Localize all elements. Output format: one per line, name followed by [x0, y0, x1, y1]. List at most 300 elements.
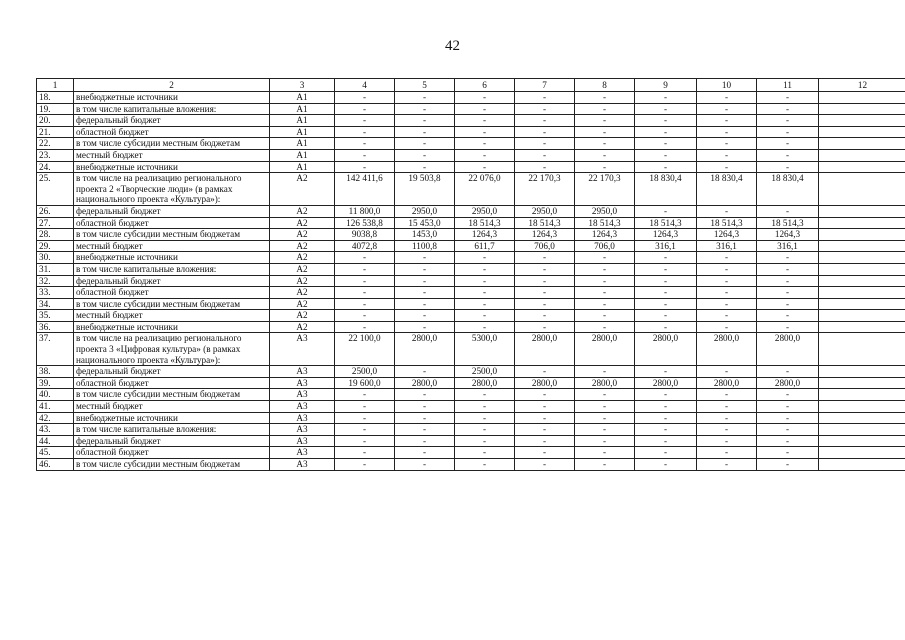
row-number: 37.: [37, 333, 74, 366]
table-row: [37, 287, 905, 299]
row-number: 20.: [37, 115, 74, 127]
value-cell: 22 170,3: [575, 173, 635, 206]
value-cell: -: [395, 412, 455, 424]
column-header: 12: [819, 79, 905, 92]
value-cell: -: [455, 103, 515, 115]
value-cell: -: [455, 263, 515, 275]
row-number: 27.: [37, 217, 74, 229]
value-cell: -: [515, 412, 575, 424]
value-cell: -: [455, 401, 515, 413]
value-cell: -: [395, 435, 455, 447]
row-number: 23.: [37, 149, 74, 161]
value-cell: -: [697, 321, 757, 333]
value-cell: [819, 459, 905, 471]
row-label: в том числе на реализацию регионального проекта 2 «Творческие люди» (в рамках национального проекта «Культура»):: [74, 173, 270, 206]
value-cell: -: [635, 149, 697, 161]
value-cell: -: [455, 161, 515, 173]
page-number: 42: [445, 38, 460, 54]
value-cell: -: [575, 103, 635, 115]
row-label: в том числе на реализацию регионального проекта 3 «Цифровая культура» (в рамках национального проекта «Культура»):: [74, 333, 270, 366]
value-cell: -: [395, 389, 455, 401]
value-cell: -: [635, 115, 697, 127]
column-header: 3: [270, 79, 335, 92]
value-cell: [819, 92, 905, 104]
column-header: 2: [74, 79, 270, 92]
value-cell: 2800,0: [455, 377, 515, 389]
value-cell: -: [455, 389, 515, 401]
value-cell: -: [335, 401, 395, 413]
value-cell: -: [697, 366, 757, 378]
row-label: областной бюджет: [74, 126, 270, 138]
value-cell: 2800,0: [515, 377, 575, 389]
column-header: 5: [395, 79, 455, 92]
value-cell: -: [757, 115, 819, 127]
row-number: 42.: [37, 412, 74, 424]
row-label: в том числе капитальные вложения:: [74, 424, 270, 436]
value-cell: -: [757, 149, 819, 161]
value-cell: 22 076,0: [455, 173, 515, 206]
value-cell: -: [455, 287, 515, 299]
value-cell: -: [335, 275, 395, 287]
value-cell: [819, 389, 905, 401]
value-cell: 611,7: [455, 240, 515, 252]
value-cell: -: [395, 138, 455, 150]
budget-table: [36, 78, 905, 471]
value-cell: -: [697, 138, 757, 150]
row-label: федеральный бюджет: [74, 115, 270, 127]
value-cell: [819, 377, 905, 389]
value-cell: -: [455, 252, 515, 264]
value-cell: -: [575, 298, 635, 310]
value-cell: -: [635, 401, 697, 413]
value-cell: -: [697, 447, 757, 459]
value-cell: [819, 424, 905, 436]
value-cell: [819, 103, 905, 115]
table-row: [37, 263, 905, 275]
value-cell: -: [635, 103, 697, 115]
value-cell: 1264,3: [455, 229, 515, 241]
value-cell: 2800,0: [515, 333, 575, 366]
value-cell: -: [395, 424, 455, 436]
table-row: [37, 435, 905, 447]
row-label: федеральный бюджет: [74, 366, 270, 378]
row-number: 31.: [37, 263, 74, 275]
value-cell: -: [335, 424, 395, 436]
table-row: [37, 310, 905, 322]
value-cell: -: [455, 412, 515, 424]
table-row: [37, 424, 905, 436]
value-cell: -: [335, 459, 395, 471]
value-cell: -: [697, 459, 757, 471]
value-cell: -: [335, 447, 395, 459]
row-code: А1: [270, 138, 335, 150]
table-row: [37, 205, 905, 217]
value-cell: 2800,0: [757, 333, 819, 366]
value-cell: -: [395, 459, 455, 471]
row-number: 43.: [37, 424, 74, 436]
value-cell: -: [635, 138, 697, 150]
row-code: А3: [270, 435, 335, 447]
row-code: А2: [270, 173, 335, 206]
table-body: [37, 92, 905, 471]
value-cell: 142 411,6: [335, 173, 395, 206]
column-header: 8: [575, 79, 635, 92]
value-cell: 316,1: [635, 240, 697, 252]
value-cell: -: [455, 126, 515, 138]
row-code: А3: [270, 333, 335, 366]
row-code: А2: [270, 252, 335, 264]
value-cell: -: [575, 263, 635, 275]
row-code: А1: [270, 115, 335, 127]
value-cell: -: [635, 389, 697, 401]
value-cell: -: [335, 298, 395, 310]
value-cell: -: [635, 424, 697, 436]
value-cell: -: [335, 115, 395, 127]
row-code: А2: [270, 263, 335, 275]
value-cell: 18 830,4: [757, 173, 819, 206]
value-cell: 18 514,3: [697, 217, 757, 229]
row-label: в том числе субсидии местным бюджетам: [74, 389, 270, 401]
row-code: А3: [270, 447, 335, 459]
row-number: 40.: [37, 389, 74, 401]
value-cell: -: [697, 310, 757, 322]
value-cell: 316,1: [757, 240, 819, 252]
row-label: внебюджетные источники: [74, 92, 270, 104]
row-number: 30.: [37, 252, 74, 264]
value-cell: -: [575, 321, 635, 333]
value-cell: 18 514,3: [757, 217, 819, 229]
value-cell: -: [515, 424, 575, 436]
value-cell: -: [515, 275, 575, 287]
value-cell: 1264,3: [757, 229, 819, 241]
row-code: А2: [270, 310, 335, 322]
column-header: 4: [335, 79, 395, 92]
value-cell: -: [455, 459, 515, 471]
value-cell: -: [335, 103, 395, 115]
value-cell: -: [575, 424, 635, 436]
row-label: местный бюджет: [74, 240, 270, 252]
value-cell: -: [395, 321, 455, 333]
table-row: [37, 377, 905, 389]
table-row: [37, 366, 905, 378]
value-cell: -: [395, 126, 455, 138]
row-label: областной бюджет: [74, 447, 270, 459]
value-cell: -: [335, 149, 395, 161]
row-number: 33.: [37, 287, 74, 299]
value-cell: -: [515, 263, 575, 275]
value-cell: [819, 366, 905, 378]
value-cell: -: [455, 424, 515, 436]
value-cell: -: [757, 435, 819, 447]
value-cell: 126 538,8: [335, 217, 395, 229]
value-cell: -: [757, 321, 819, 333]
value-cell: [819, 435, 905, 447]
value-cell: -: [575, 310, 635, 322]
value-cell: 22 100,0: [335, 333, 395, 366]
value-cell: [819, 412, 905, 424]
value-cell: 19 600,0: [335, 377, 395, 389]
value-cell: [819, 310, 905, 322]
value-cell: 1100,8: [395, 240, 455, 252]
value-cell: 706,0: [515, 240, 575, 252]
value-cell: -: [757, 310, 819, 322]
value-cell: -: [515, 366, 575, 378]
table-row: [37, 252, 905, 264]
value-cell: 1264,3: [635, 229, 697, 241]
value-cell: -: [697, 298, 757, 310]
value-cell: -: [575, 275, 635, 287]
value-cell: 2800,0: [757, 377, 819, 389]
row-number: 46.: [37, 459, 74, 471]
value-cell: -: [515, 287, 575, 299]
row-code: А3: [270, 377, 335, 389]
value-cell: [819, 287, 905, 299]
value-cell: 18 514,3: [575, 217, 635, 229]
value-cell: -: [575, 161, 635, 173]
value-cell: [819, 333, 905, 366]
value-cell: 2950,0: [395, 205, 455, 217]
value-cell: 2500,0: [455, 366, 515, 378]
table-row: [37, 173, 905, 206]
value-cell: 22 170,3: [515, 173, 575, 206]
value-cell: -: [757, 447, 819, 459]
value-cell: -: [757, 161, 819, 173]
row-code: А1: [270, 92, 335, 104]
row-number: 22.: [37, 138, 74, 150]
value-cell: -: [515, 92, 575, 104]
value-cell: -: [575, 287, 635, 299]
value-cell: -: [635, 126, 697, 138]
row-label: областной бюджет: [74, 217, 270, 229]
value-cell: 706,0: [575, 240, 635, 252]
row-number: 25.: [37, 173, 74, 206]
value-cell: 11 800,0: [335, 205, 395, 217]
value-cell: -: [697, 126, 757, 138]
value-cell: -: [697, 435, 757, 447]
value-cell: 4072,8: [335, 240, 395, 252]
value-cell: [819, 240, 905, 252]
value-cell: -: [635, 161, 697, 173]
row-label: местный бюджет: [74, 310, 270, 322]
value-cell: -: [697, 412, 757, 424]
value-cell: -: [635, 447, 697, 459]
value-cell: -: [395, 275, 455, 287]
table-row: [37, 275, 905, 287]
row-code: А3: [270, 366, 335, 378]
row-number: 41.: [37, 401, 74, 413]
value-cell: -: [395, 310, 455, 322]
row-label: внебюджетные источники: [74, 412, 270, 424]
row-label: в том числе субсидии местным бюджетам: [74, 229, 270, 241]
value-cell: -: [757, 389, 819, 401]
table-row: [37, 138, 905, 150]
value-cell: -: [575, 252, 635, 264]
value-cell: -: [575, 459, 635, 471]
value-cell: 1453,0: [395, 229, 455, 241]
table-row: [37, 240, 905, 252]
value-cell: 15 453,0: [395, 217, 455, 229]
value-cell: 18 514,3: [455, 217, 515, 229]
row-number: 39.: [37, 377, 74, 389]
value-cell: -: [575, 115, 635, 127]
value-cell: -: [757, 205, 819, 217]
value-cell: [819, 161, 905, 173]
value-cell: -: [455, 298, 515, 310]
row-label: внебюджетные источники: [74, 321, 270, 333]
value-cell: -: [335, 252, 395, 264]
value-cell: 316,1: [697, 240, 757, 252]
value-cell: -: [335, 287, 395, 299]
value-cell: -: [635, 310, 697, 322]
value-cell: -: [395, 161, 455, 173]
value-cell: -: [757, 92, 819, 104]
value-cell: -: [757, 298, 819, 310]
value-cell: -: [335, 435, 395, 447]
value-cell: -: [575, 366, 635, 378]
value-cell: -: [455, 435, 515, 447]
value-cell: -: [635, 205, 697, 217]
row-number: 24.: [37, 161, 74, 173]
value-cell: -: [455, 138, 515, 150]
value-cell: -: [757, 126, 819, 138]
row-label: федеральный бюджет: [74, 205, 270, 217]
value-cell: -: [455, 92, 515, 104]
value-cell: -: [757, 138, 819, 150]
value-cell: 2800,0: [395, 333, 455, 366]
value-cell: -: [575, 389, 635, 401]
row-code: А2: [270, 205, 335, 217]
value-cell: -: [635, 321, 697, 333]
value-cell: -: [515, 389, 575, 401]
value-cell: 18 830,4: [697, 173, 757, 206]
value-cell: -: [455, 115, 515, 127]
value-cell: -: [395, 366, 455, 378]
value-cell: -: [697, 115, 757, 127]
value-cell: -: [757, 401, 819, 413]
value-cell: -: [635, 366, 697, 378]
value-cell: -: [697, 401, 757, 413]
value-cell: -: [697, 103, 757, 115]
row-label: федеральный бюджет: [74, 275, 270, 287]
value-cell: -: [757, 459, 819, 471]
value-cell: -: [335, 321, 395, 333]
value-cell: -: [575, 447, 635, 459]
value-cell: -: [455, 310, 515, 322]
value-cell: -: [635, 287, 697, 299]
row-number: 34.: [37, 298, 74, 310]
column-header: 7: [515, 79, 575, 92]
table-row: [37, 333, 905, 366]
value-cell: -: [395, 401, 455, 413]
value-cell: [819, 447, 905, 459]
row-code: А2: [270, 321, 335, 333]
value-cell: [819, 321, 905, 333]
value-cell: -: [515, 149, 575, 161]
column-header: 6: [455, 79, 515, 92]
value-cell: -: [515, 126, 575, 138]
row-code: А3: [270, 412, 335, 424]
table-row: [37, 447, 905, 459]
value-cell: -: [757, 103, 819, 115]
value-cell: -: [515, 321, 575, 333]
table-row: [37, 126, 905, 138]
row-label: внебюджетные источники: [74, 252, 270, 264]
value-cell: [819, 138, 905, 150]
value-cell: [819, 263, 905, 275]
value-cell: -: [455, 321, 515, 333]
value-cell: -: [515, 161, 575, 173]
value-cell: -: [395, 92, 455, 104]
value-cell: -: [455, 149, 515, 161]
value-cell: -: [395, 263, 455, 275]
value-cell: 2800,0: [575, 333, 635, 366]
value-cell: -: [335, 389, 395, 401]
value-cell: -: [575, 138, 635, 150]
row-code: А2: [270, 275, 335, 287]
value-cell: -: [697, 275, 757, 287]
table-row: [37, 149, 905, 161]
value-cell: -: [697, 149, 757, 161]
value-cell: 2950,0: [515, 205, 575, 217]
value-cell: 2800,0: [635, 333, 697, 366]
value-cell: -: [335, 92, 395, 104]
value-cell: -: [575, 435, 635, 447]
value-cell: -: [395, 298, 455, 310]
value-cell: [819, 275, 905, 287]
value-cell: -: [757, 424, 819, 436]
value-cell: -: [635, 435, 697, 447]
value-cell: -: [395, 115, 455, 127]
value-cell: -: [395, 447, 455, 459]
table-row: [37, 459, 905, 471]
value-cell: -: [395, 103, 455, 115]
value-cell: -: [697, 205, 757, 217]
row-number: 38.: [37, 366, 74, 378]
value-cell: -: [757, 275, 819, 287]
table-row: [37, 103, 905, 115]
column-header: 11: [757, 79, 819, 92]
row-label: местный бюджет: [74, 149, 270, 161]
table-row: [37, 389, 905, 401]
value-cell: 1264,3: [515, 229, 575, 241]
value-cell: 2800,0: [635, 377, 697, 389]
row-label: областной бюджет: [74, 287, 270, 299]
value-cell: -: [515, 401, 575, 413]
value-cell: -: [335, 263, 395, 275]
row-label: областной бюджет: [74, 377, 270, 389]
row-label: в том числе капитальные вложения:: [74, 103, 270, 115]
row-code: А2: [270, 298, 335, 310]
row-number: 35.: [37, 310, 74, 322]
value-cell: [819, 401, 905, 413]
value-cell: -: [697, 389, 757, 401]
value-cell: 19 503,8: [395, 173, 455, 206]
value-cell: -: [697, 287, 757, 299]
value-cell: -: [515, 298, 575, 310]
row-code: А3: [270, 401, 335, 413]
value-cell: [819, 298, 905, 310]
row-label: внебюджетные источники: [74, 161, 270, 173]
table-row: [37, 229, 905, 241]
column-header: 10: [697, 79, 757, 92]
value-cell: 2950,0: [575, 205, 635, 217]
value-cell: [819, 205, 905, 217]
column-header: 1: [37, 79, 74, 92]
value-cell: -: [515, 459, 575, 471]
row-code: А2: [270, 287, 335, 299]
value-cell: 5300,0: [455, 333, 515, 366]
row-code: А2: [270, 229, 335, 241]
